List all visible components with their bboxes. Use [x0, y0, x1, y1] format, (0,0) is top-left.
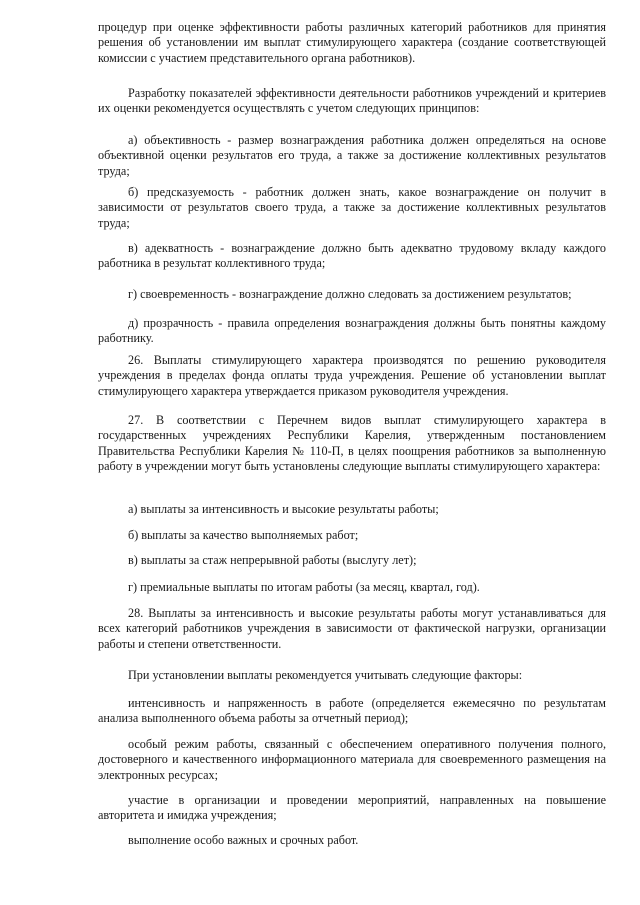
list-item-payment-b: б) выплаты за качество выполняемых работ;	[128, 528, 359, 542]
paragraph-clause-28: 28. Выплаты за интенсивность и высокие результаты работы могут устанавливаться для всех категорий работников учреждения в зависимости от фактической нагрузки, организации работы и степени ответственности.	[98, 606, 606, 651]
list-item-factor-1: интенсивность и напряженность в работе (определяется ежемесячно по результатам анализа выполненного объема работы за отчетный период);	[98, 696, 606, 726]
paragraph-principles-intro: Разработку показателей эффективности деятельности работников учреждений и критериев их оценки рекомендуется осуществлять с учетом следующих принципов:	[98, 86, 606, 116]
list-item-factor-4: выполнение особо важных и срочных работ.	[128, 833, 359, 847]
paragraph-principle-v: в) адекватность - вознаграждение должно быть адекватно трудовому вкладу каждого работника в результат коллективного труда;	[98, 241, 606, 271]
paragraph-principle-d: д) прозрачность - правила определения вознаграждения должны быть понятны каждому работнику.	[98, 316, 606, 346]
list-item-payment-g: г) премиальные выплаты по итогам работы (за месяц, квартал, год).	[128, 580, 480, 594]
list-item-factor-2: особый режим работы, связанный с обеспечением оперативного получения полного, достоверного и качественного информационного материала для своевременного размещения на электронных ресурсах;	[98, 737, 606, 782]
paragraph-principle-a: а) объективность - размер вознаграждения работника должен определяться на основе объективной оценки результатов его труда, а также за достижение коллективных результатов труда;	[98, 133, 606, 178]
paragraph-principle-b: б) предсказуемость - работник должен знать, какое вознаграждение он получит в зависимости от результатов своего труда, а также за достижение коллективных результатов труда;	[98, 185, 606, 230]
list-item-factor-3: участие в организации и проведении мероприятий, направленных на повышение авторитета и имиджа учреждения;	[98, 793, 606, 823]
paragraph-principle-g: г) своевременность - вознаграждение должно следовать за достижением результатов;	[128, 287, 572, 301]
list-item-payment-v: в) выплаты за стаж непрерывной работы (выслугу лет);	[128, 553, 417, 567]
paragraph-factors-intro: При установлении выплаты рекомендуется учитывать следующие факторы:	[128, 668, 523, 682]
paragraph-clause-26: 26. Выплаты стимулирующего характера производятся по решению руководителя учреждения в пределах фонда оплаты труда учреждения. Решение об установлении выплат стимулирующего характера утверждается приказом руководителя учреждения.	[98, 353, 606, 398]
paragraph-continuation: процедур при оценке эффективности работы различных категорий работников для принятия решения об установлении им выплат стимулирующего характера (создание соответствующей комиссии с участием представительного органа работников).	[98, 20, 606, 65]
paragraph-clause-27: 27. В соответствии с Перечнем видов выплат стимулирующего характера в государственных учреждениях Республики Карелия, утвержденным постановлением Правительства Республики Карелия № 110-П, в целях поощрения работников за выполненную работу в учреждении могут быть установлены следующие выплаты стимулирующего характера:	[98, 413, 606, 474]
list-item-payment-a: а) выплаты за интенсивность и высокие результаты работы;	[128, 502, 439, 516]
